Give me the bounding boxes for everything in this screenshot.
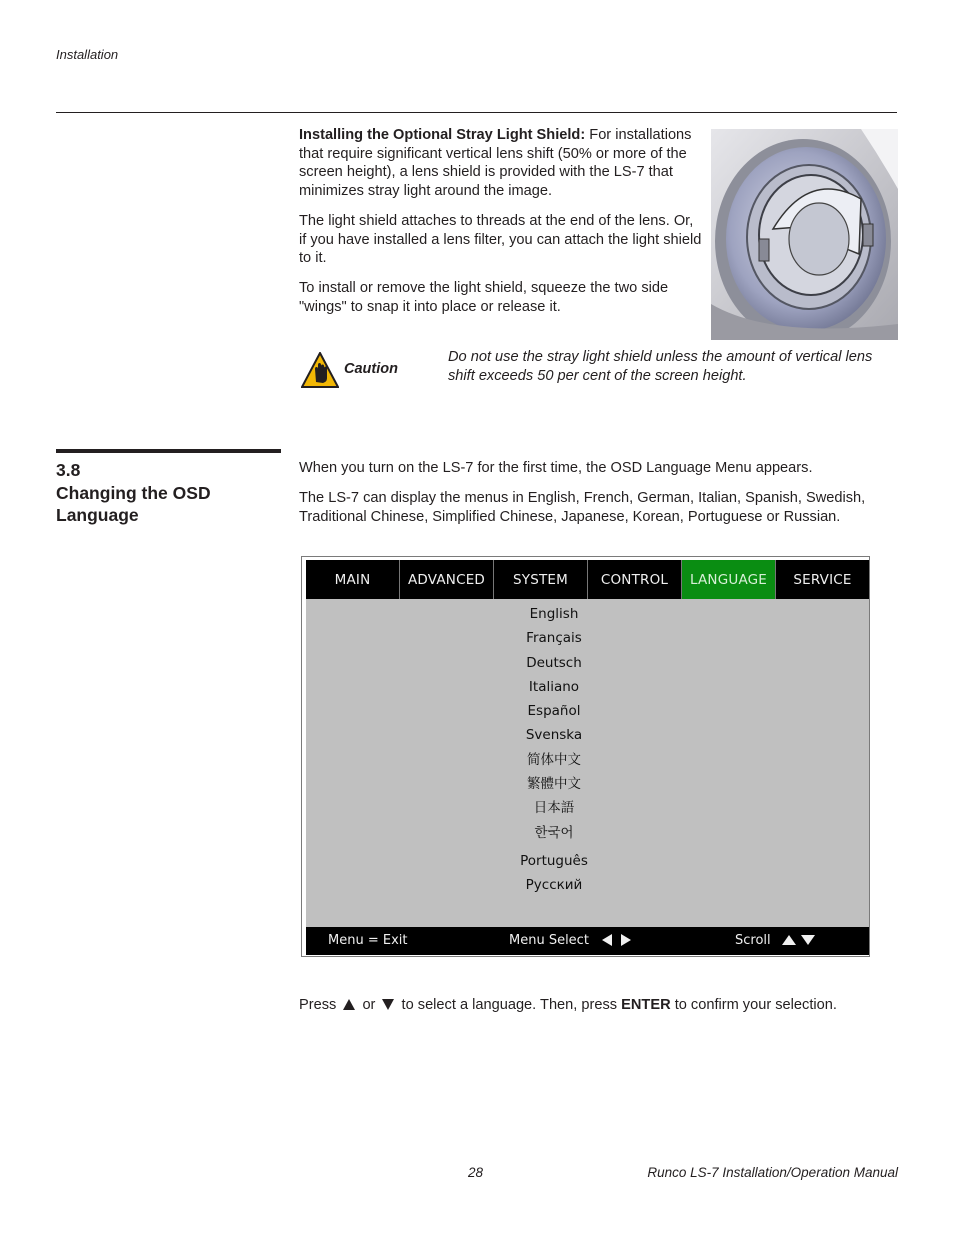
- language-option-spanish[interactable]: Español: [527, 703, 581, 720]
- language-option-german[interactable]: Deutsch: [526, 654, 582, 671]
- instruction-after: to select a language. Then, press: [401, 997, 618, 1013]
- page-number: 28: [468, 1165, 484, 1180]
- instruction-press: Press: [299, 997, 337, 1013]
- section-paragraph-2: The LS-7 can display the menus in English, French, German, Italian, Spanish, Swedish, Traditional Chinese, Simplified Chinese, Japanese, Korean, Portuguese or Russian.: [299, 490, 866, 525]
- shield-heading: Installing the Optional Stray Light Shield:: [299, 127, 586, 143]
- caution-hand-icon: [301, 352, 339, 388]
- instruction-or: or: [362, 997, 376, 1013]
- scroll-hint: Scroll: [735, 933, 771, 948]
- shield-intro-text: For installations that require significant vertical lens shift (50% or more of the screen height), a lens shield is provided with the LS-7 that minimizes stray light around the image.: [299, 127, 692, 200]
- lens-shield-photo: [711, 129, 898, 340]
- language-option-french[interactable]: Français: [526, 630, 582, 647]
- left-arrow-icon: [602, 934, 612, 946]
- language-option-swedish[interactable]: Svenska: [525, 727, 583, 744]
- language-list: [456, 602, 652, 898]
- shield-paragraph-2: The light shield attaches to threads at the end of the lens. Or, if you have installed a lens filter, you can attach the light shield to it.: [299, 213, 702, 267]
- tab-main[interactable]: MAIN: [306, 560, 400, 599]
- right-arrow-icon: [621, 934, 631, 946]
- down-arrow-icon: [801, 935, 815, 945]
- manual-title: Runco LS-7 Installation/Operation Manual: [647, 1165, 898, 1180]
- language-option-korean[interactable]: 한국어: [534, 824, 574, 841]
- menu-select-hint: Menu Select: [509, 933, 589, 948]
- language-option-italian[interactable]: Italiano: [528, 678, 580, 695]
- language-option-portuguese[interactable]: Português: [520, 852, 588, 869]
- caution-text: Do not use the stray light shield unless the amount of vertical lens shift exceeds 50 per cent of the screen height.: [448, 349, 873, 384]
- section-number: 3.8: [56, 460, 81, 480]
- osd-tab-bar: [306, 560, 869, 599]
- instruction-end: to confirm your selection.: [674, 997, 837, 1013]
- header-rule: [56, 112, 897, 113]
- language-option-traditional-chinese[interactable]: 繁體中文: [527, 776, 581, 793]
- language-option-english[interactable]: English: [529, 606, 579, 622]
- osd-footer-bar: [306, 927, 869, 955]
- tab-service[interactable]: SERVICE: [793, 571, 852, 588]
- caution-label: Caution: [344, 361, 398, 377]
- language-option-simplified-chinese[interactable]: 简体中文: [527, 751, 581, 768]
- up-arrow-icon: [782, 935, 796, 945]
- up-triangle-icon: [343, 999, 355, 1010]
- tab-control[interactable]: CONTROL: [588, 560, 682, 599]
- tab-system[interactable]: SYSTEM: [494, 560, 588, 599]
- section-title-line-1: Changing the OSD: [56, 482, 211, 503]
- osd-language-menu: [301, 556, 870, 957]
- instruction-line: [299, 996, 899, 1015]
- tab-advanced[interactable]: ADVANCED: [400, 560, 494, 599]
- section-rule: [56, 449, 281, 453]
- section-title-line-2: Language: [56, 505, 139, 525]
- shield-intro-paragraph: [299, 126, 703, 201]
- down-triangle-icon: [382, 999, 394, 1010]
- shield-paragraph-3: To install or remove the light shield, squeeze the two side "wings" to snap it into place or release it.: [299, 280, 669, 315]
- running-header: Installation: [56, 47, 119, 62]
- language-option-japanese[interactable]: 日本語: [533, 800, 575, 817]
- enter-key-label: ENTER: [621, 997, 671, 1013]
- section-heading: [56, 459, 281, 527]
- menu-exit-hint: Menu = Exit: [328, 933, 408, 948]
- section-paragraph-1: When you turn on the LS-7 for the first time, the OSD Language Menu appears.: [299, 460, 813, 476]
- language-option-russian[interactable]: Русский: [525, 877, 583, 894]
- tab-language[interactable]: LANGUAGE: [682, 560, 776, 599]
